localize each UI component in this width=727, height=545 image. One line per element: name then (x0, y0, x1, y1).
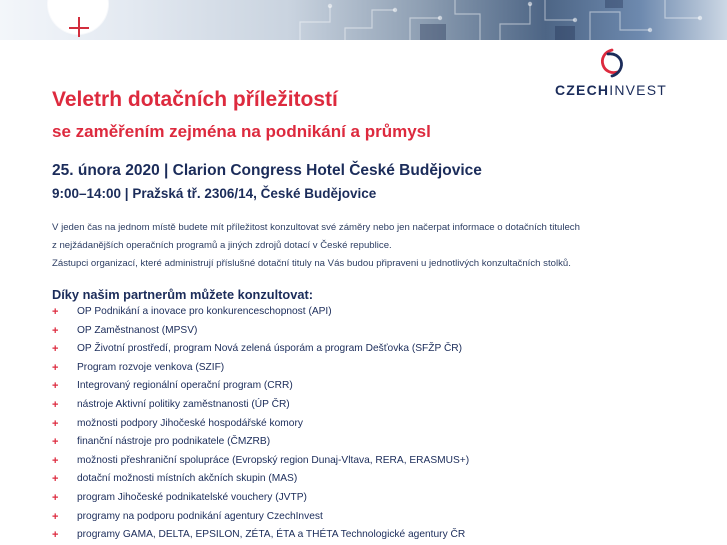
czechinvest-logo-mark (598, 48, 626, 78)
partners-list (52, 303, 469, 545)
plus-bullet-icon: + (52, 417, 59, 430)
plus-bullet-icon: + (52, 324, 59, 337)
list-item (52, 359, 469, 378)
list-item-label: možnosti přeshraniční spolupráce (Evropský region Dunaj-Vltava, RERA, ERASMUS+) (77, 454, 470, 466)
list-item (52, 508, 469, 527)
plus-bullet-icon: + (52, 343, 59, 356)
event-title: Veletrh dotačních příležitostí (52, 88, 338, 111)
logo-text-invest: INVEST (609, 82, 667, 98)
list-item-label: program Jihočeské podnikatelské vouchery (JVTP) (77, 491, 307, 503)
intro-line: V jeden čas na jednom místě budete mít příležitost konzultovat své záměry nebo jen načerpat informace o dotačních titulech (52, 222, 580, 233)
plus-bullet-icon: + (52, 361, 59, 374)
intro-line: Zástupci organizací, které administrují příslušné dotační tituly na Vás budou připraveni u jednotlivých konzultačních stolků. (52, 257, 571, 269)
plus-bullet-icon: + (52, 473, 59, 486)
plus-bullet-icon: + (52, 436, 59, 449)
czechinvest-logo (548, 48, 674, 98)
plus-bullet-icon: + (52, 529, 59, 542)
list-item-label: OP Podnikání a inovace pro konkurenceschopnost (API) (77, 306, 332, 317)
list-item (52, 452, 469, 471)
plus-bullet-icon: + (52, 510, 59, 523)
intro-paragraph (52, 219, 672, 272)
list-item (52, 303, 469, 322)
list-item-label: programy GAMA, DELTA, EPSILON, ZÉTA, ÉTA a THÉTA Technologické agentury ČR (77, 529, 466, 541)
event-subtitle: se zaměřením zejména na podnikání a průmysl (52, 122, 431, 141)
list-item (52, 340, 469, 359)
list-item-label: dotační možnosti místních akčních skupin (MAS) (77, 473, 298, 485)
circuit-pattern (0, 0, 727, 40)
list-item (52, 377, 469, 396)
logo-text-czech: CZECH (555, 82, 610, 98)
list-item-label: Integrovaný regionální operační program (CRR) (77, 380, 293, 392)
list-item-label: OP Životní prostředí, program Nová zelená úsporám a program Dešťovka (SFŽP ČR) (77, 343, 463, 355)
plus-bullet-icon: + (52, 454, 59, 467)
header-banner (0, 0, 727, 40)
event-date-venue: 25. února 2020 | Clarion Congress Hotel České Budějovice (52, 162, 482, 179)
list-item (52, 470, 469, 489)
list-item (52, 433, 469, 452)
list-item (52, 396, 469, 415)
plus-bullet-icon: + (52, 491, 59, 504)
list-item-label: OP Zaměstnanost (MPSV) (77, 324, 198, 336)
plus-bullet-icon: + (52, 380, 59, 393)
list-item (52, 415, 469, 434)
plus-bullet-icon: + (52, 306, 59, 318)
list-item-label: nástroje Aktivní politiky zaměstnanosti (ÚP ČR) (77, 398, 290, 410)
list-item (52, 322, 469, 341)
partners-heading: Díky našim partnerům můžete konzultovat: (52, 287, 313, 302)
list-item-label: programy na podporu podnikání agentury CzechInvest (77, 510, 323, 522)
list-item-label: Program rozvoje venkova (SZIF) (77, 361, 225, 373)
list-item-label: možnosti podpory Jihočeské hospodářské komory (77, 417, 303, 429)
logo-wordmark (548, 82, 674, 98)
list-item (52, 526, 469, 545)
plus-bullet-icon: + (52, 398, 59, 411)
list-item-label: finanční nástroje pro podnikatele (ČMZRB) (77, 436, 271, 448)
event-time-address: 9:00–14:00 | Pražská tř. 2306/14, České Budějovice (52, 186, 377, 201)
intro-line: z nejžádanějších operačních programů a jiných zdrojů dotací v České republice. (52, 239, 392, 251)
list-item (52, 489, 469, 508)
